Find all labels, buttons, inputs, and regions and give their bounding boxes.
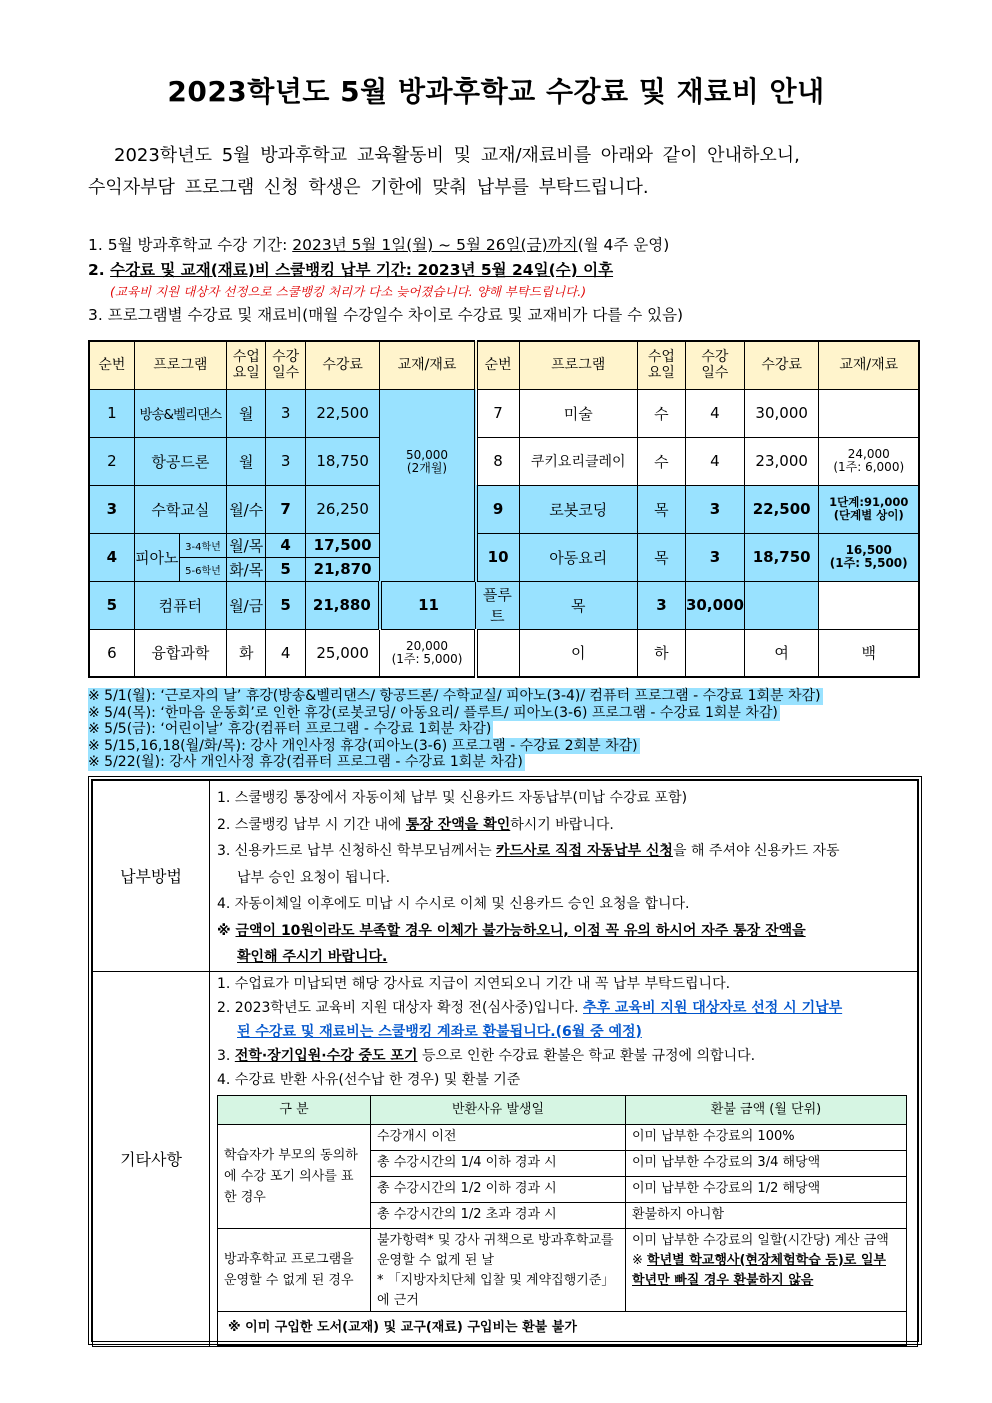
cell-count: 5	[266, 581, 305, 629]
cell-count: 3	[266, 437, 305, 485]
refund-header-category: 구 분	[218, 1095, 371, 1124]
item-payment-period	[88, 258, 918, 283]
header-fee-right: 수강료	[744, 341, 819, 389]
cell-fee: 21,870	[305, 557, 380, 581]
cell-day: 화/목	[226, 557, 266, 581]
cell-material-shared: 50,000 (2개월)	[380, 389, 476, 581]
cell-day: 하	[637, 629, 685, 677]
refund-when: 수강개시 이전	[371, 1124, 626, 1150]
other-label: 기타사항	[93, 971, 210, 1346]
cell-program: 로봇코딩	[519, 485, 637, 533]
table-row	[89, 533, 919, 557]
cell-program: 이	[519, 629, 637, 677]
cell-program: 플루트	[476, 581, 519, 629]
refund-header	[218, 1095, 907, 1124]
other-line-1: 1. 수업료가 미납되면 해당 강사료 지급이 지연되오니 기간 내 꼭 납부 부탁드립니다.	[217, 975, 731, 992]
cell-day: 목	[519, 581, 637, 629]
intro-line-2: 수익자부담 프로그램 신청 학생은 기한에 맞춰 납부를 부탁드립니다.	[88, 177, 649, 198]
cell-fee: 30,000	[744, 389, 819, 437]
refund-header-amount: 환불 금액 (월 단위)	[626, 1095, 907, 1124]
item1-prefix: 1. 5월 방과후학교 수강 기간:	[88, 236, 293, 254]
other-content	[210, 971, 918, 1346]
cell-fee: 23,000	[744, 437, 819, 485]
cell-fee: 18,750	[744, 533, 819, 581]
cell-fee: 22,500	[305, 389, 380, 437]
cell-day: 월	[226, 437, 266, 485]
cell-no: 8	[476, 437, 519, 485]
cell-grade: 3-4학년	[179, 533, 226, 557]
table-row	[218, 1124, 907, 1150]
cell-count: 4	[686, 437, 745, 485]
cell-count: 3	[266, 389, 305, 437]
refund-amount: 환불하지 아니함	[626, 1202, 907, 1228]
holiday-notices	[88, 688, 823, 771]
cell-fee: 26,250	[305, 485, 380, 533]
cell-day: 화	[226, 629, 266, 677]
cell-count: 4	[266, 533, 305, 557]
header-material: 교재/재료	[380, 341, 476, 389]
fee-table-header	[89, 341, 919, 389]
header-fee: 수강료	[305, 341, 380, 389]
cell-program: 아동요리	[519, 533, 637, 581]
table-row	[89, 437, 919, 485]
header-program-right: 프로그램	[519, 341, 637, 389]
item1-suffix: (월 4주 운영)	[577, 236, 670, 254]
payment-line-1: 1. 스쿨뱅킹 통장에서 자동이체 납부 및 신용카드 자동납부(미납 수강료 포함)	[217, 790, 688, 806]
cell-material	[744, 581, 819, 629]
cell-program: 방송&벨리댄스	[134, 389, 226, 437]
notice-item: ※ 5/22(월): 강사 개인사정 휴강(컴퓨터 프로그램 - 수강료 1회분 차감)	[88, 754, 523, 770]
other-line-2b: 된 수강료 및 재료비는 스쿨뱅킹 계좌로 환불됩니다.(6월 중 예정)	[237, 1023, 642, 1040]
payment-label: 납부방법	[93, 781, 210, 972]
item-fee-heading: 3. 프로그램별 수강료 및 재료비(매월 수강일수 차이로 수강료 및 교재비가 다를 수 있음)	[88, 306, 684, 324]
cell-material	[819, 389, 919, 437]
cell-material: 24,000 (1주: 6,000)	[819, 437, 919, 485]
cell-count: 7	[266, 485, 305, 533]
cell-count: 3	[686, 533, 745, 581]
table-row	[89, 581, 919, 629]
page-title: 2023학년도 5월 방과후학교 수강료 및 재료비 안내	[167, 75, 825, 108]
refund-table	[217, 1095, 907, 1346]
item-period	[88, 233, 918, 258]
cell-fee: 30,000	[686, 581, 745, 629]
other-line-2: 2. 2023학년도 교육비 지원 대상자 확정 전(심사중)입니다. 추후 교육비 지원 대상자로 선정 시 기납부	[217, 999, 843, 1016]
item2-note: (교육비 지원 대상자 선정으로 스쿨뱅킹 처리가 다소 늦어졌습니다. 양해 부탁드립니다.)	[110, 284, 587, 299]
notice-item: ※ 5/15,16,18(월/화/목): 강사 개인사정 휴강(피아노(3-6) 프로그램 - 수강료 2회분 차감)	[88, 737, 638, 754]
refund-amount: 이미 납부한 수강료의 100%	[626, 1124, 907, 1150]
cell-count: 3	[637, 581, 685, 629]
header-no: 순번	[89, 341, 134, 389]
table-row	[218, 1311, 907, 1345]
cell-no: 2	[89, 437, 134, 485]
cell-day: 월/수	[226, 485, 266, 533]
cell-no	[476, 629, 519, 677]
refund-when: 총 수강시간의 1/2 초과 경과 시	[371, 1202, 626, 1228]
header-no-right: 순번	[476, 341, 519, 389]
cell-material: 16,500 (1주: 5,500)	[819, 533, 919, 581]
cell-program: 쿠키요리클레이	[519, 437, 637, 485]
cell-no: 9	[476, 485, 519, 533]
header-material-right: 교재/재료	[819, 341, 919, 389]
intro-line-1: 2023학년도 5월 방과후학교 교육활동비 및 교재/재료비를 아래와 같이 안내하오니,	[114, 145, 800, 166]
payment-line-3b: 납부 승인 요청이 됩니다.	[237, 869, 391, 886]
cell-day: 월/금	[226, 581, 266, 629]
cell-fee: 21,880	[305, 581, 380, 629]
item2-prefix: 2.	[88, 261, 111, 279]
fee-table	[88, 340, 920, 678]
table-row	[218, 1228, 907, 1311]
intro-paragraph	[88, 140, 918, 204]
payment-warning: ※ 금액이 10원이라도 부족할 경우 이체가 불가능하오니, 이점 꼭 유의 하시어 자주 통장 잔액을	[217, 922, 806, 939]
cell-fee: 25,000	[305, 629, 380, 677]
cell-count: 4	[686, 389, 745, 437]
payment-warning-2: 확인해 주시기 바랍니다.	[237, 949, 388, 965]
refund-amount: 이미 납부한 수강료의 3/4 해당액	[626, 1150, 907, 1176]
cell-no: 7	[476, 389, 519, 437]
refund-group1-label: 학습자가 부모의 동의하에 수강 포기 의사를 표한 경우	[218, 1124, 371, 1228]
header-day: 수업 요일	[226, 341, 266, 389]
cell-day: 월	[226, 389, 266, 437]
refund-header-when: 반환사유 발생일	[371, 1095, 626, 1124]
other-line-4: 4. 수강료 반환 사유(선수납 한 경우) 및 환불 기준	[217, 1071, 521, 1088]
cell-day: 수	[637, 389, 685, 437]
cell-no: 5	[89, 581, 134, 629]
cell-material: 백	[819, 629, 919, 677]
cell-day: 월/목	[226, 533, 266, 557]
cell-fee: 22,500	[744, 485, 819, 533]
cell-count: 5	[266, 557, 305, 581]
refund-when: 총 수강시간의 1/4 이하 경과 시	[371, 1150, 626, 1176]
cell-count	[686, 629, 745, 677]
cell-material: 1단계:91,000 (단계별 상이)	[819, 485, 919, 533]
payment-section	[93, 781, 918, 972]
cell-no: 6	[89, 629, 134, 677]
info-table	[92, 780, 918, 1347]
table-row	[89, 389, 919, 437]
cell-program: 수학교실	[134, 485, 226, 533]
cell-fee: 17,500	[305, 533, 380, 557]
cell-fee: 여	[744, 629, 819, 677]
cell-count: 4	[266, 629, 305, 677]
notice-item: ※ 5/4(목): ‘한마음 운동회’로 인한 휴강(로봇코딩/ 아동요리/ 플루트/ 피아노(3-6) 프로그램 - 수강료 1회분 차감)	[88, 704, 778, 721]
refund-group2-when: 불가항력* 및 강사 귀책으로 방과후학교를 운영할 수 없게 된 날 * 「지방자치단체 입찰 및 계약집행기준」에 근거	[371, 1228, 626, 1311]
header-count: 수강 일수	[266, 341, 305, 389]
item1-period: 2023년 5월 1일(월) ~ 5월 26일(금)까지	[292, 236, 578, 254]
cell-day: 목	[637, 533, 685, 581]
other-line-3: 3. 전학·장기입원·수강 중도 포기 등으로 인한 수강료 환불은 학교 환불 규정에 의합니다.	[217, 1047, 756, 1064]
payment-line-4: 4. 자동이체일 이후에도 미납 시 수시로 이체 및 신용카드 승인 요청을 합니다.	[217, 896, 690, 912]
notice-item: ※ 5/1(월): ‘근로자의 날’ 휴강(방송&벨리댄스/ 항공드론/ 수학교실/ 피아노(3-4)/ 컴퓨터 프로그램 - 수강료 1회분 차감)	[88, 688, 821, 704]
other-section	[93, 971, 918, 1346]
payment-line-3: 3. 신용카드로 납부 신청하신 학부모님께서는 카드사로 직접 자동납부 신청을 해 주셔야 신용카드 자동	[217, 843, 840, 859]
cell-program: 미술	[519, 389, 637, 437]
cell-no: 4	[89, 533, 134, 581]
table-row	[89, 629, 919, 677]
cell-program: 피아노	[134, 533, 179, 581]
cell-no: 11	[380, 581, 476, 629]
info-items	[88, 233, 918, 328]
cell-program: 융합과학	[134, 629, 226, 677]
cell-grade: 5-6학년	[179, 557, 226, 581]
cell-program: 항공드론	[134, 437, 226, 485]
header-program: 프로그램	[134, 341, 226, 389]
cell-program: 컴퓨터	[134, 581, 226, 629]
refund-amount: 이미 납부한 수강료의 1/2 해당액	[626, 1176, 907, 1202]
item2-text: 수강료 및 교재(재료)비 스쿨뱅킹 납부 기간: 2023년 5월 24일(수) 이후	[110, 261, 614, 279]
header-count-right: 수강 일수	[686, 341, 745, 389]
refund-group2-label: 방과후학교 프로그램을 운영할 수 없게 된 경우	[218, 1228, 371, 1311]
refund-group2-amount: 이미 납부한 수강료의 일할(시간당) 계산 금액 ※ 학년별 학교행사(현장체험학습 등)로 일부 학년만 빠질 경우 환불하지 않음	[626, 1228, 907, 1311]
cell-day: 수	[637, 437, 685, 485]
cell-fee: 18,750	[305, 437, 380, 485]
refund-final-note: ※ 이미 구입한 도서(교재) 및 교구(재료) 구입비는 환불 불가	[218, 1311, 907, 1345]
cell-no: 1	[89, 389, 134, 437]
cell-count: 3	[686, 485, 745, 533]
notice-item: ※ 5/5(금): ‘어린이날’ 휴강(컴퓨터 프로그램 - 수강료 1회분 차감)	[88, 721, 492, 737]
payment-content	[210, 781, 918, 972]
header-day-right: 수업 요일	[637, 341, 685, 389]
info-box	[88, 776, 922, 1345]
cell-material: 20,000 (1주: 5,000)	[380, 629, 476, 677]
refund-when: 총 수강시간의 1/2 이하 경과 시	[371, 1176, 626, 1202]
table-row	[89, 485, 919, 533]
cell-no: 10	[476, 533, 519, 581]
cell-day: 목	[637, 485, 685, 533]
cell-no: 3	[89, 485, 134, 533]
payment-line-2: 2. 스쿨뱅킹 납부 시 기간 내에 통장 잔액을 확인하시기 바랍니다.	[217, 816, 614, 833]
